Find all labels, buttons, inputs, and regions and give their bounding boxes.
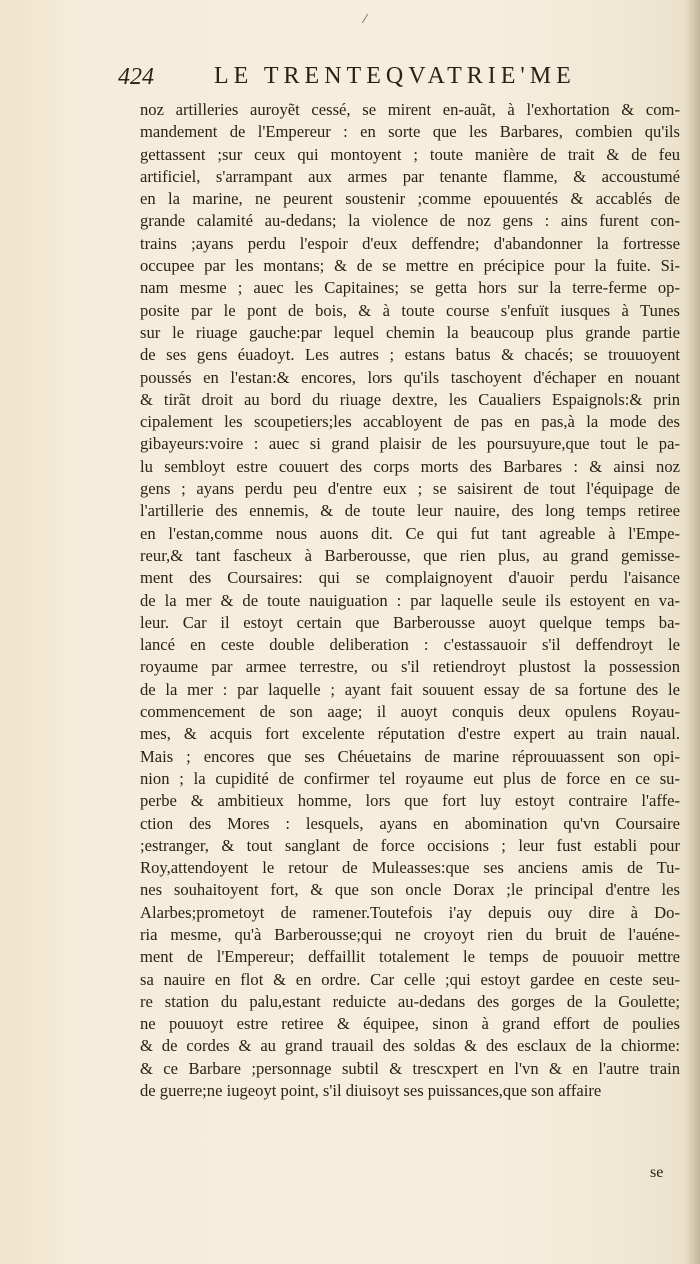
text-line: de la mer & de toute nauiguation : par laquelle seule ils estoyent en va- <box>140 590 680 610</box>
text-line: de la mer : par laquelle ; ayant fait souuent essay de sa fortune des le <box>140 679 680 699</box>
text-line: en l'estan,comme nous auons dit. Ce qui fut tant agreable à l'Empe- <box>140 523 680 543</box>
text-line: artificiel, s'arrampant aux armes par tenante flamme, & accoustumé <box>140 166 680 186</box>
text-line: & de cordes & au grand trauail des soldas & des esclaux de la chiorme: <box>140 1036 680 1056</box>
text-line: perbe & ambitieux homme, lors que fort luy estoyt contraire l'affe- <box>140 791 680 811</box>
page-number: 424 <box>118 64 154 90</box>
text-line: en la marine, ne peurent soustenir ;comme epouuentés & accablés de <box>140 189 680 209</box>
text-line: mes, & acquis fort excelente réputation d'estre expert au train naual. <box>140 724 680 744</box>
text-line: gibayeurs:voire : auec si grand plaisir de les poursuyure,que tout le pa- <box>140 434 680 454</box>
text-line: ment des Coursaires: qui se complaignoyent d'auoir perdu l'aisance <box>140 568 680 588</box>
text-line: de guerre;ne iugeoyt point, s'il diuisoyt ses puissances,que son affaire <box>140 1081 602 1101</box>
text-line: sa nauire en flot & en ordre. Car celle ;qui estoyt gardee en ceste seu- <box>140 969 680 989</box>
text-line: ne pouuoyt estre retiree & équipee, sinon à grand effort de poulies <box>140 1014 680 1034</box>
text-line: gettassent ;sur ceux qui montoyent ; toute manière de trait & de feu <box>140 144 680 164</box>
running-title: LE TRENTEQVATRIE'ME <box>214 63 576 89</box>
text-line: noz artilleries auroyẽt cessé, se mirent en-auãt, à l'exhortation & com- <box>140 100 680 119</box>
text-line: commencement de son aage; il auoyt conquis deux opulens Royau- <box>140 702 680 722</box>
text-line: nion ; la cupidité de confirmer tel royaume eut plus de force en ce su- <box>140 768 680 788</box>
text-line: Mais ; encores que ses Chéuetains de marine réprouuassent son opi- <box>140 746 680 766</box>
top-mark: ⁄ <box>364 12 367 26</box>
text-line: occupee par les montans; & de se mettre en précipice pour la fuite. Si- <box>140 256 680 276</box>
catchword: se <box>650 1164 664 1181</box>
text-line: poussés en l'estan:& encores, lors qu'ils taschoyent d'échaper en nouant <box>140 367 680 387</box>
text-line: trains ;ayans perdu l'espoir d'eux deffendre; d'abandonner la fortresse <box>140 233 680 253</box>
text-line: mandement de l'Empereur : en sorte que les Barbares, combien qu'ils <box>140 122 680 142</box>
text-line: ction des Mores : lesquels, ayans en abomination qu'vn Coursaire <box>140 813 680 833</box>
text-line: lu sembloyt estre couuert des corps morts des Barbares : & ainsi noz <box>140 456 680 476</box>
text-line: & tirãt droit au bord du riuage dextre, les Caualiers Espaignols:& prin <box>140 389 680 409</box>
body-text <box>140 99 680 1102</box>
text-line: ;estranger, & tout sanglant de force occisions ; leur fust establi pour <box>140 835 680 855</box>
text-line: posite par le pont de bois, & à toute course s'enfuït iusques à Tunes <box>140 300 680 320</box>
text-line: lancé en ceste double deliberation : c'estassauoir s'il deffendroyt le <box>140 635 680 655</box>
text-line: & ce Barbare ;personnage subtil & trescxpert en l'vn & en l'autre train <box>140 1058 680 1078</box>
text-line: Alarbes;prometoyt de ramener.Toutefois i'ay depuis ouy dire à Do- <box>140 902 680 922</box>
text-line: royaume par armee terrestre, ou s'il retiendroyt plustost la possession <box>140 657 680 677</box>
text-line: re station du palu,estant reduicte au-dedans des gorges de la Goulette; <box>140 991 680 1011</box>
text-line: l'artillerie des ennemis, & de toute leur nauire, des long temps retiree <box>140 501 680 521</box>
text-line: cipalement les scoupetiers;les accabloyent de pas en pas,à la mode des <box>140 412 680 432</box>
text-line: gens ; ayans perdu peu d'entre eux ; se saisirent de tout l'équipage de <box>140 479 680 499</box>
page-header <box>118 64 678 94</box>
text-line: nam mesme ; auec les Capitaines; se getta hors sur la terre-ferme op- <box>140 278 680 298</box>
page-edge-shadow <box>684 0 700 1264</box>
text-line: reur,& tant fascheux à Barberousse, que rien plus, au grand gemisse- <box>140 545 680 565</box>
text-line: Roy,attendoyent le retour de Muleasses:que ses anciens amis de Tu- <box>140 858 680 878</box>
text-line: de ses gens éuadoyt. Les autres ; estans batus & chacés; se trouuoyent <box>140 345 680 365</box>
text-line: leur. Car il estoyt certain que Barberousse auoyt quelque temps ba- <box>140 612 680 632</box>
text-line: grande calamité au-dedans; la violence de noz gens : ains furent con- <box>140 211 680 231</box>
text-line: sur le riuage gauche:par lequel chemin la beaucoup plus grande partie <box>140 322 680 342</box>
text-line: ria mesme, qu'à Barberousse;qui ne croyoyt rien du bruit de l'auéne- <box>140 924 680 944</box>
text-line: ment de l'Empereur; deffaillit totalement le temps de pouuoir mettre <box>140 947 680 967</box>
text-line: nes souhaitoyent fort, & que son oncle Dorax ;le principal d'entre les <box>140 880 680 900</box>
